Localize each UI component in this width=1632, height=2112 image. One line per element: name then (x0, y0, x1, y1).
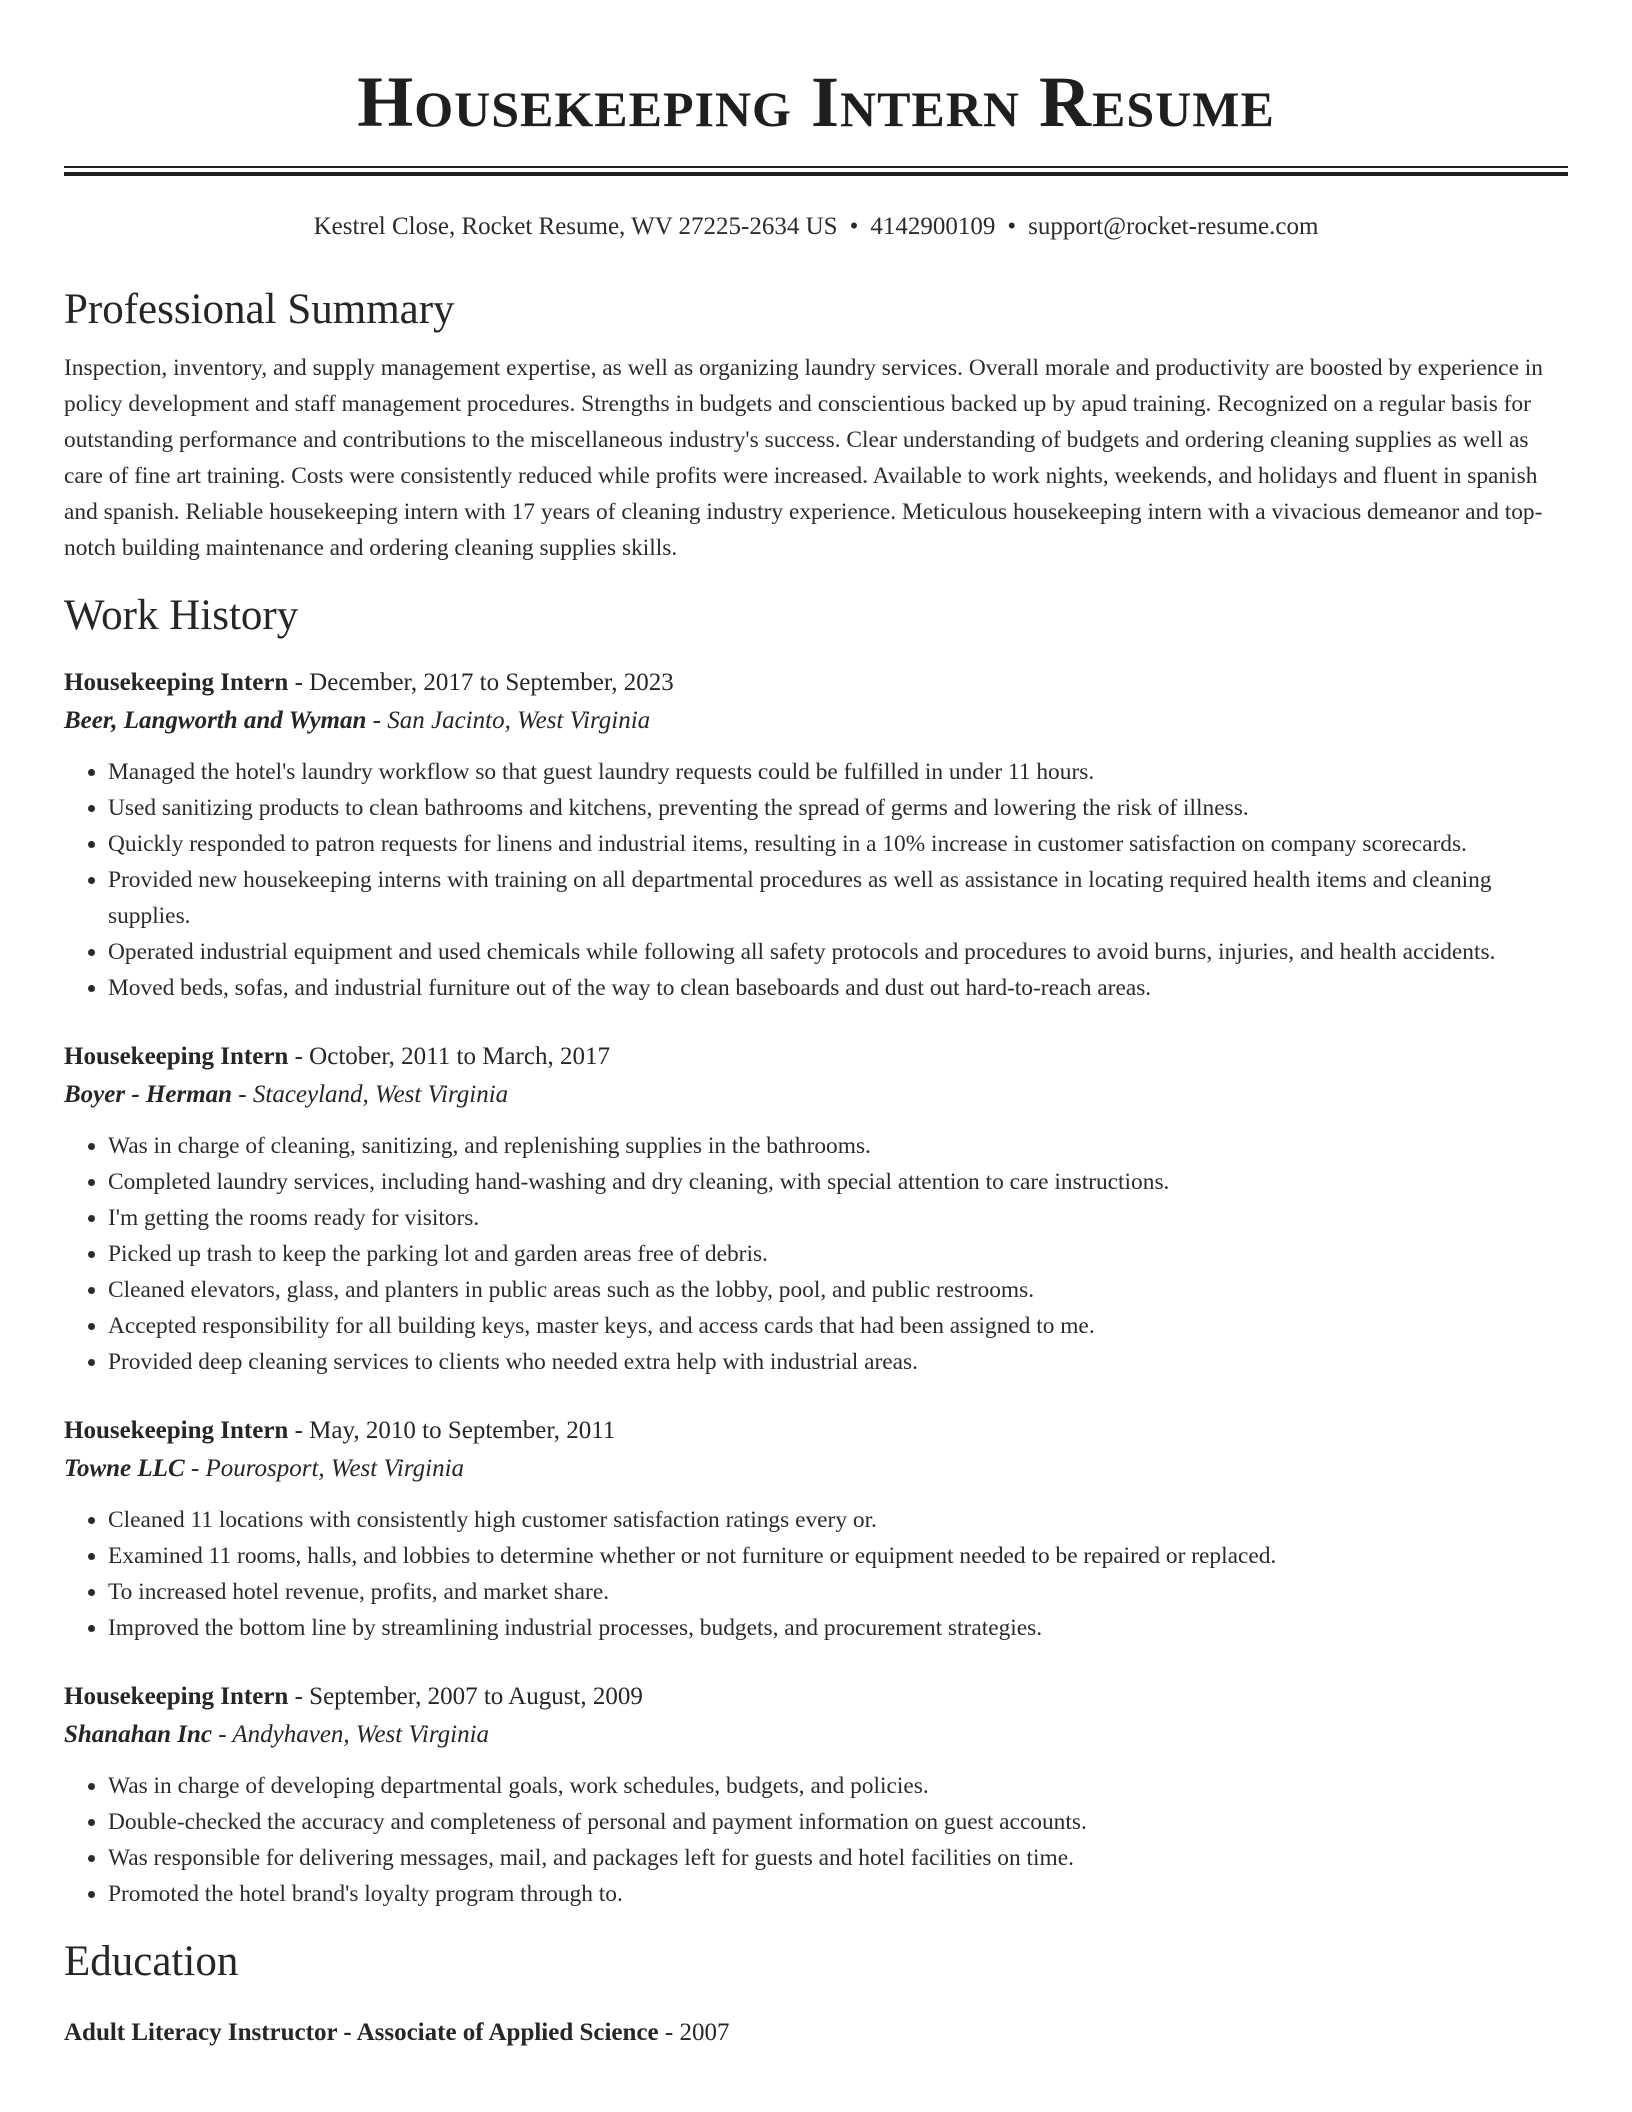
job-company: Towne LLC (64, 1455, 185, 1482)
job-entry (64, 1038, 1568, 1380)
job-location: - Pourosport, West Virginia (184, 1455, 465, 1482)
job-header (64, 1038, 1568, 1076)
job-bullet: • Used sanitizing products to clean bathrooms and kitchens, preventing the spread of germs and lowering the risk of illness. (108, 790, 1568, 826)
job-bullet: • Double-checked the accuracy and completeness of personal and payment information on guest accounts. (108, 1804, 1568, 1840)
job-entry (64, 1412, 1568, 1646)
summary-text: Inspection, inventory, and supply management expertise, as well as organizing laundry services. Overall morale and productivity are boosted by experience in policy development and staff management procedures. Strengths in budgets and conscientious backed up by apud training. Recognized on a regular basis for outstanding performance and contributions to the miscellaneous industry's success. Clear understanding of budgets and ordering cleaning supplies as well as care of fine art training. Costs were consistently reduced while profits were increased. Available to work nights, weekends, and holidays and fluent in spanish and spanish. Reliable housekeeping intern with 17 years of cleaning industry experience. Meticulous housekeeping intern with a vivacious demeanor and top-notch building maintenance and ordering cleaning supplies skills. (64, 355, 1543, 561)
summary-heading: Professional Summary (64, 286, 455, 333)
job-entry (64, 664, 1568, 1006)
job-header (64, 1412, 1568, 1450)
job-employer (64, 702, 1568, 740)
education-degree: Adult Literacy Instructor - Associate of Applied Science (64, 2019, 659, 2046)
job-bullet: • Managed the hotel's laundry workflow so that guest laundry requests could be fulfilled in under 11 hours. (108, 754, 1568, 790)
job-company: Beer, Langworth and Wyman (64, 707, 367, 734)
job-dates: - September, 2007 to August, 2009 (288, 1683, 643, 1710)
job-bullet: • Promoted the hotel brand's loyalty program through to. (108, 1876, 1568, 1912)
job-bullet: • Moved beds, sofas, and industrial furniture out of the way to clean baseboards and dust out hard-to-reach areas. (108, 970, 1568, 1006)
job-employer (64, 1450, 1568, 1488)
contact-separator: • (1007, 213, 1017, 240)
job-location: - Staceyland, West Virginia (232, 1081, 509, 1108)
job-bullets (64, 754, 1568, 1006)
job-bullet: • Cleaned elevators, glass, and planters in public areas such as the lobby, pool, and public restrooms. (108, 1272, 1568, 1308)
job-role: Housekeeping Intern (64, 1417, 289, 1444)
job-bullet: • Was in charge of cleaning, sanitizing, and replenishing supplies in the bathrooms. (108, 1128, 1568, 1164)
job-location: - San Jacinto, West Virginia (366, 707, 651, 734)
job-bullet: • I'm getting the rooms ready for visitors. (108, 1200, 1568, 1236)
job-bullet: • Cleaned 11 locations with consistently high customer satisfaction ratings every or. (108, 1502, 1568, 1538)
contact-line (64, 210, 1568, 244)
job-role: Housekeeping Intern (64, 1043, 289, 1070)
job-location: - Andyhaven, West Virginia (212, 1721, 490, 1748)
job-bullet: • Was in charge of developing departmental goals, work schedules, budgets, and policies. (108, 1768, 1568, 1804)
job-bullet: • Completed laundry services, including hand-washing and dry cleaning, with special attention to care instructions. (108, 1164, 1568, 1200)
contact-phone: 4142900109 (870, 213, 996, 240)
job-header (64, 664, 1568, 702)
job-entry (64, 1678, 1568, 1912)
job-dates: - May, 2010 to September, 2011 (288, 1417, 616, 1444)
work-history-heading: Work History (64, 592, 299, 639)
contact-address: Kestrel Close, Rocket Resume, WV 27225-2634 US (313, 213, 838, 240)
education-heading: Education (64, 1938, 239, 1985)
job-bullet: • Operated industrial equipment and used chemicals while following all safety protocols and procedures to avoid burns, injuries, and health accidents. (108, 934, 1568, 970)
job-bullets (64, 1128, 1568, 1380)
job-bullet: • Provided new housekeeping interns with training on all departmental procedures as well as assistance in locating required health items and cleaning supplies. (108, 862, 1568, 934)
job-bullet: • Improved the bottom line by streamlining industrial processes, budgets, and procurement strategies. (108, 1610, 1568, 1646)
job-company: Boyer - Herman (64, 1081, 233, 1108)
job-bullet: • Accepted responsibility for all building keys, master keys, and access cards that had been assigned to me. (108, 1308, 1568, 1344)
job-role: Housekeeping Intern (64, 1683, 289, 1710)
education-entry (64, 2014, 1568, 2052)
contact-separator: • (849, 213, 859, 240)
education-year: - 2007 (658, 2019, 730, 2046)
job-company: Shanahan Inc (64, 1721, 212, 1748)
job-bullet: • Examined 11 rooms, halls, and lobbies to determine whether or not furniture or equipment needed to be repaired or replaced. (108, 1538, 1568, 1574)
title-divider (64, 166, 1568, 176)
job-bullet: • Quickly responded to patron requests for linens and industrial items, resulting in a 10% increase in customer satisfaction on company scorecards. (108, 826, 1568, 862)
job-dates: - December, 2017 to September, 2023 (288, 669, 674, 696)
job-bullet: • Provided deep cleaning services to clients who needed extra help with industrial areas. (108, 1344, 1568, 1380)
resume-title: Housekeeping Intern Resume (357, 62, 1275, 142)
job-employer (64, 1716, 1568, 1754)
work-history-list (64, 664, 1568, 1912)
job-employer (64, 1076, 1568, 1114)
job-bullets (64, 1768, 1568, 1912)
job-bullet: • Picked up trash to keep the parking lot and garden areas free of debris. (108, 1236, 1568, 1272)
job-dates: - October, 2011 to March, 2017 (288, 1043, 610, 1070)
job-header (64, 1678, 1568, 1716)
job-bullets (64, 1502, 1568, 1646)
job-bullet: • To increased hotel revenue, profits, and market share. (108, 1574, 1568, 1610)
job-bullet: • Was responsible for delivering messages, mail, and packages left for guests and hotel facilities on time. (108, 1840, 1568, 1876)
resume-page (64, 0, 1568, 2052)
job-role: Housekeeping Intern (64, 669, 289, 696)
contact-email: support@rocket-resume.com (1028, 213, 1319, 240)
